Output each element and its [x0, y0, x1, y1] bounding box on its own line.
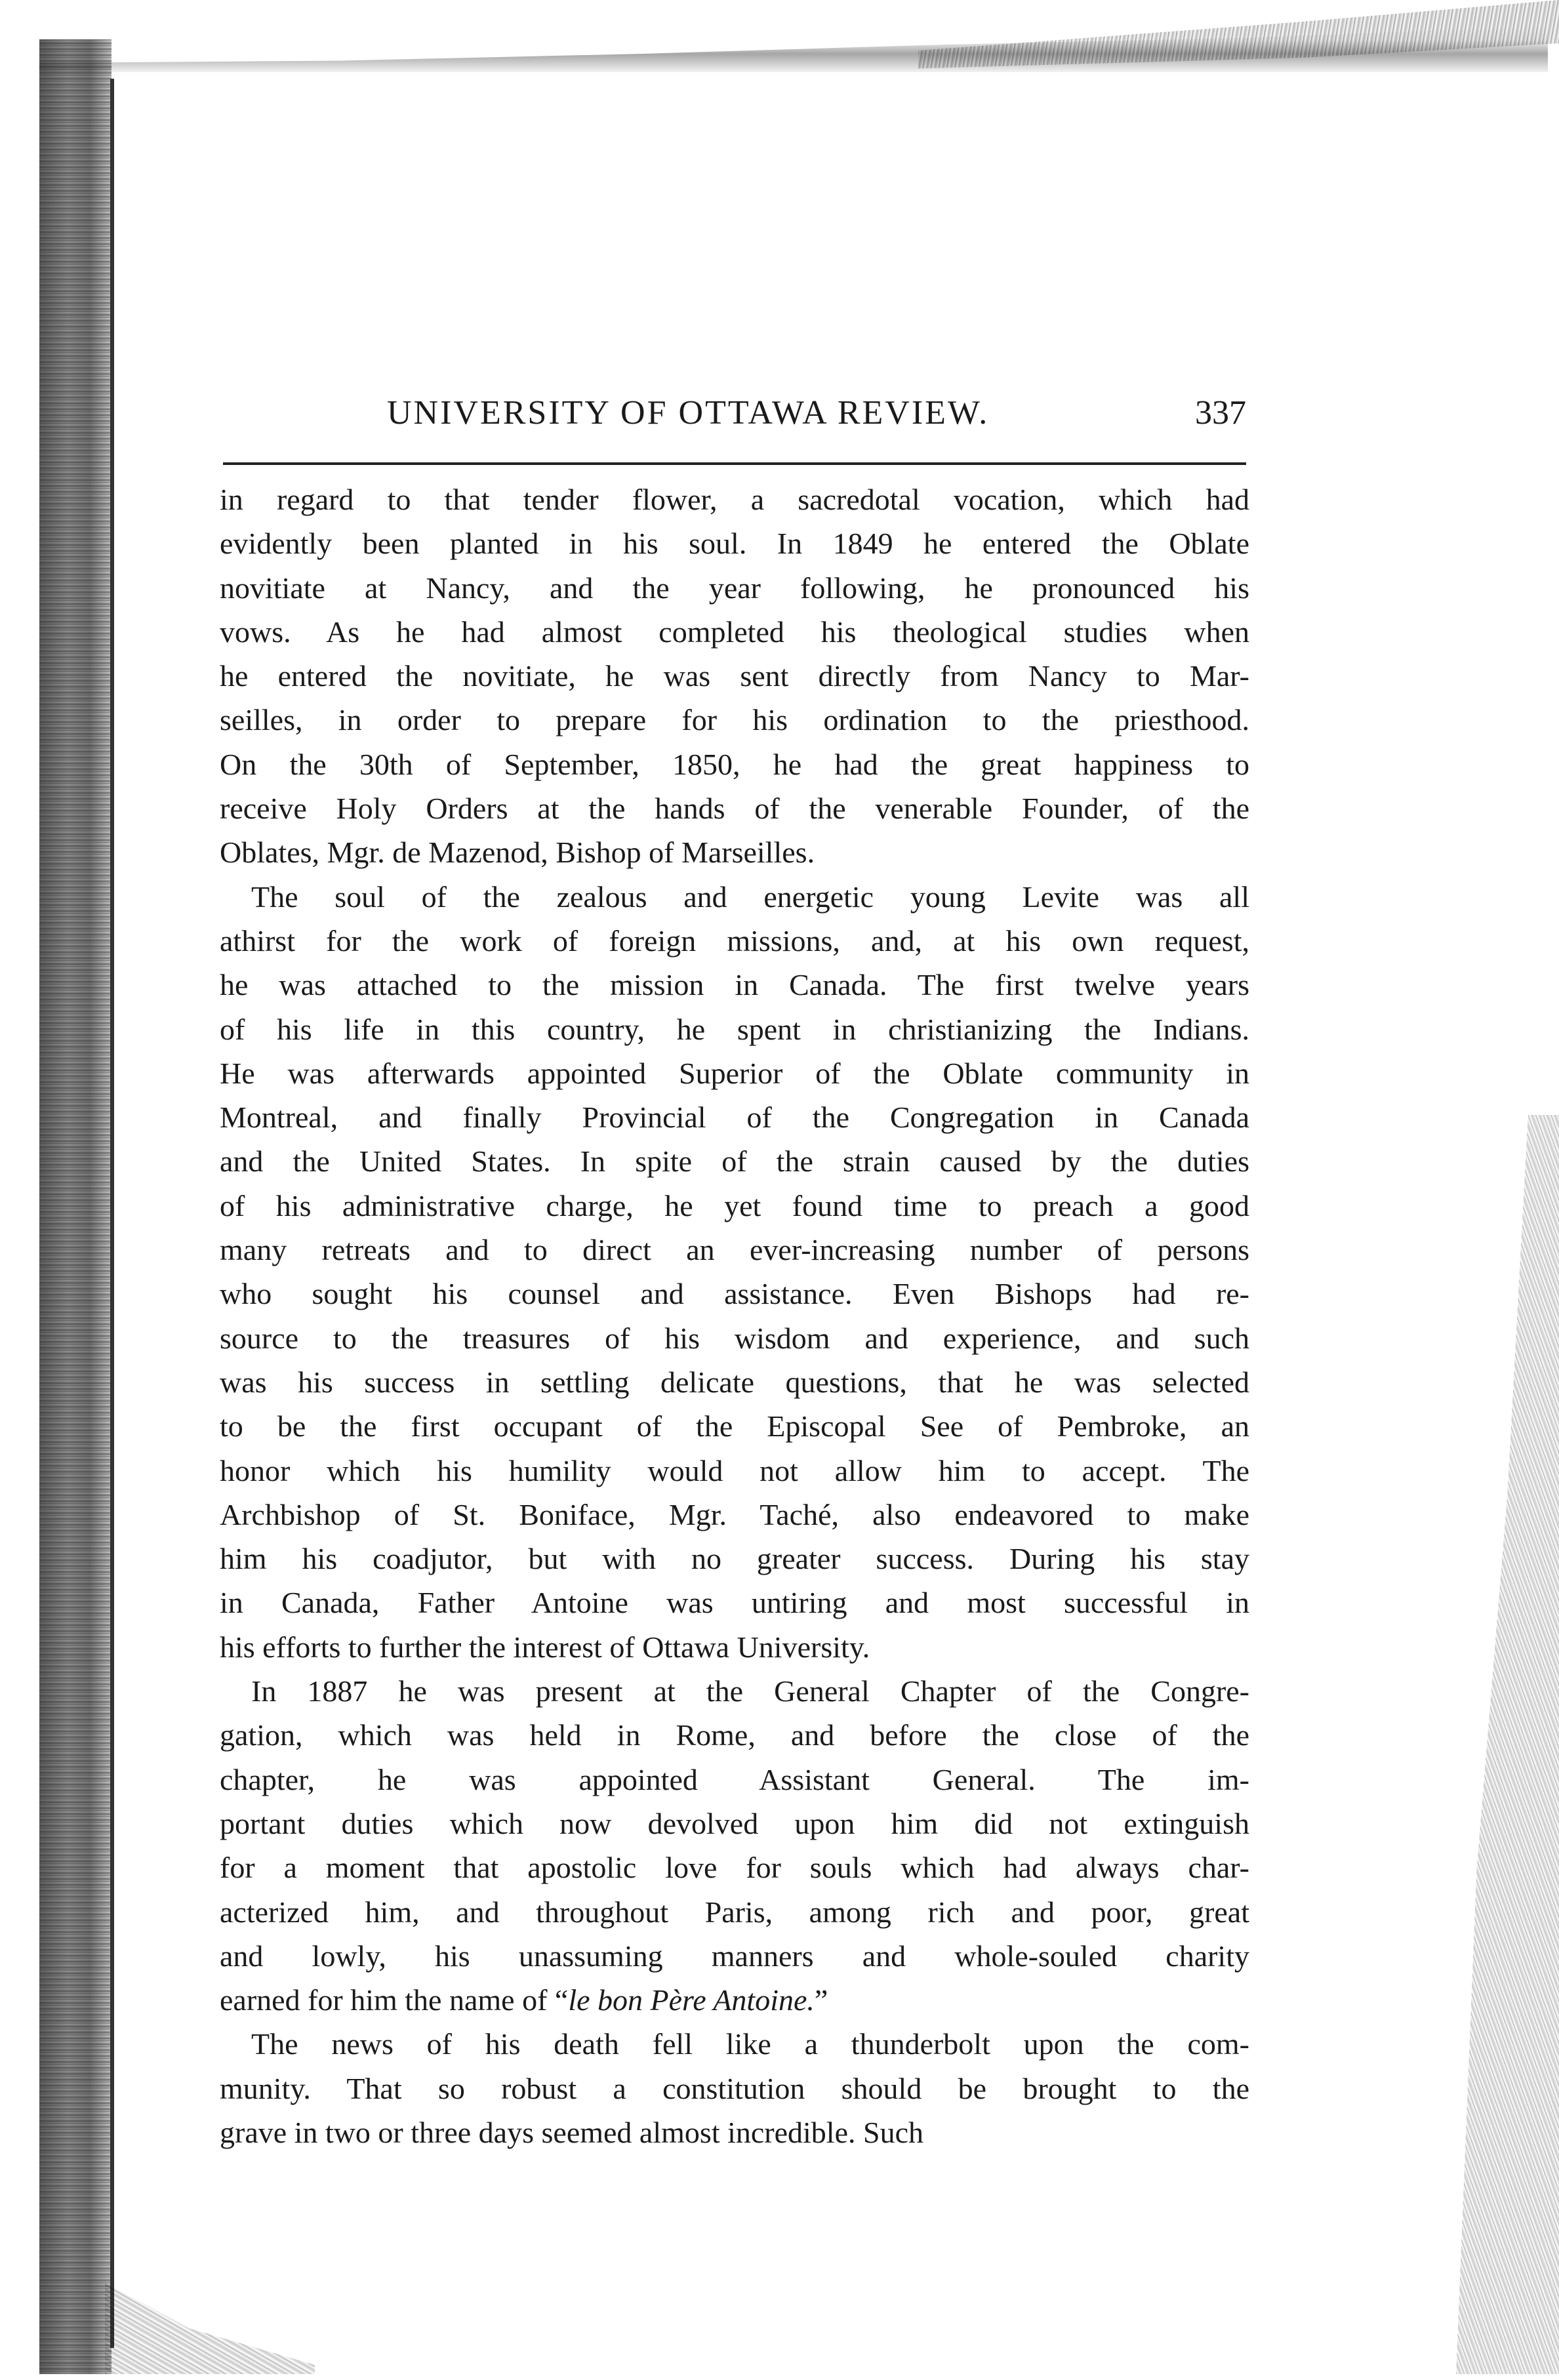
text-line: munity. That so robust a constitution should be brought to the	[220, 2071, 1249, 2105]
text-line: Oblates, Mgr. de Mazenod, Bishop of Marseilles.	[220, 836, 815, 870]
text-line: earned for him the name of “le bon Père Antoine.”	[220, 1983, 828, 2017]
page-gutter-line	[110, 79, 114, 2348]
text-line: was his success in settling delicate questions, that he was selected	[220, 1365, 1249, 1399]
text-line: seilles, in order to prepare for his ordination to the priesthood.	[220, 703, 1249, 737]
text-line: his efforts to further the interest of Ottawa University.	[220, 1630, 870, 1664]
paragraph	[220, 2022, 1249, 2154]
text-line: The news of his death fell like a thunderbolt upon the com-	[251, 2027, 1249, 2061]
italic-nickname: le bon Père Antoine.	[568, 1983, 815, 2017]
text-line: he entered the novitiate, he was sent directly from Nancy to Mar-	[220, 659, 1249, 693]
scan-noise-bottom	[105, 2282, 315, 2374]
text-line: receive Holy Orders at the hands of the venerable Founder, of the	[220, 792, 1249, 826]
page-binding-edge	[39, 39, 111, 2374]
text-line: and the United States. In spite of the strain caused by the duties	[220, 1144, 1249, 1179]
header-rule	[223, 462, 1246, 465]
text-line: many retreats and to direct an ever-increasing number of persons	[220, 1233, 1249, 1267]
closing-quote: ”	[814, 1983, 828, 2017]
text-line: for a moment that apostolic love for souls which had always char-	[220, 1851, 1249, 1885]
text-line: The soul of the zealous and energetic young Levite was all	[251, 879, 1249, 914]
text-line: Montreal, and finally Provincial of the Congregation in Canada	[220, 1100, 1249, 1135]
text-line: of his administrative charge, he yet found time to preach a good	[220, 1188, 1249, 1222]
text-line: chapter, he was appointed Assistant General. The im-	[220, 1762, 1249, 1796]
text-line: honor which his humility would not allow him to accept. The	[220, 1453, 1249, 1487]
text-line: to be the first occupant of the Episcopal See of Pembroke, an	[220, 1409, 1249, 1443]
text-line: of his life in this country, he spent in christianizing the Indians.	[220, 1012, 1249, 1046]
text-line: him his coadjutor, but with no greater success. During his stay	[220, 1542, 1249, 1576]
text-line: portant duties which now devolved upon him did not extinguish	[220, 1806, 1249, 1840]
scan-noise-right	[1456, 1115, 1559, 2374]
text-line: who sought his counsel and assistance. Even Bishops had re-	[220, 1277, 1249, 1311]
paragraph	[220, 875, 1249, 1669]
text-line: novitiate at Nancy, and the year following, he pronounced his	[220, 571, 1249, 605]
text-line: vows. As he had almost completed his theological studies when	[220, 615, 1249, 649]
text-line: Archbishop of St. Boniface, Mgr. Taché, also endeavored to make	[220, 1497, 1249, 1531]
text-line: in Canada, Father Antoine was untiring and most successful in	[220, 1586, 1249, 1620]
text-line: he was attached to the mission in Canada. The first twelve years	[220, 968, 1249, 1002]
text-line: gation, which was held in Rome, and before the close of the	[220, 1718, 1249, 1752]
text-line: athirst for the work of foreign missions, and, at his own request,	[220, 923, 1249, 958]
text-line: evidently been planted in his soul. In 1849 he entered the Oblate	[220, 527, 1249, 561]
text-line: and lowly, his unassuming manners and whole-souled charity	[220, 1939, 1249, 1973]
text-line: in regard to that tender flower, a sacredotal vocation, which had	[220, 483, 1249, 516]
text-line: grave in two or three days seemed almost incredible. Such	[220, 2115, 924, 2149]
page-header	[387, 387, 1246, 439]
text-line: source to the treasures of his wisdom and experience, and such	[220, 1321, 1249, 1355]
text-line: On the 30th of September, 1850, he had the great happiness to	[220, 747, 1249, 781]
page-number: 337	[1195, 394, 1246, 432]
running-title: UNIVERSITY OF OTTAWA REVIEW.	[387, 394, 990, 432]
article-body	[220, 477, 1249, 2154]
paragraph	[220, 1669, 1249, 2022]
text-line: acterized him, and throughout Paris, among rich and poor, great	[220, 1895, 1249, 1929]
paragraph	[220, 477, 1249, 875]
text-line: In 1887 he was present at the General Chapter of the Congre-	[251, 1674, 1249, 1708]
text-line: He was afterwards appointed Superior of the Oblate community in	[220, 1056, 1249, 1090]
